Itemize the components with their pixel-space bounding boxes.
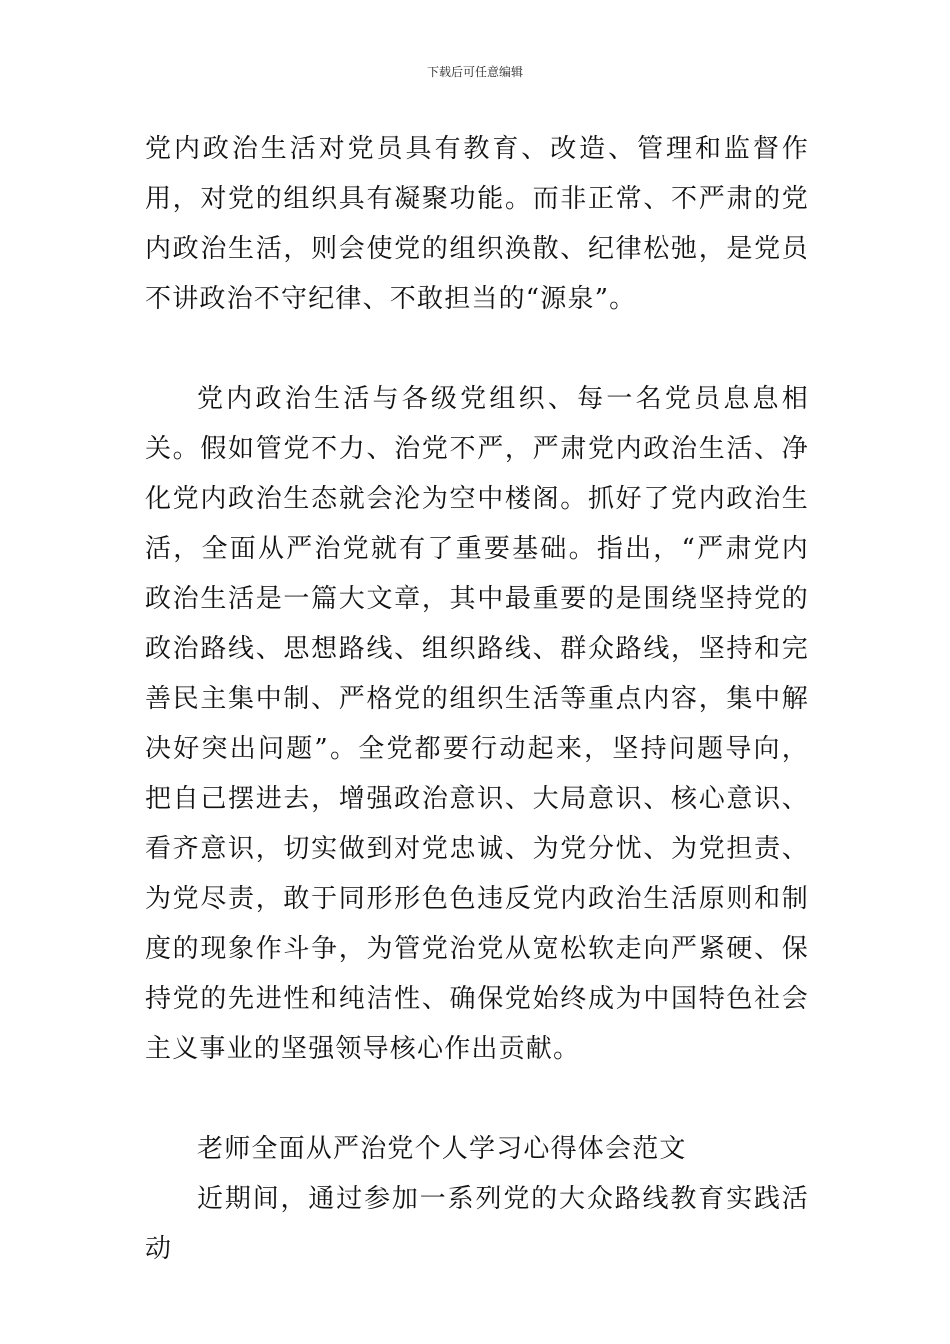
paragraph-start: 近期间，通过参加一系列党的大众路线教育实践活动 — [145, 1184, 809, 1264]
document-body — [145, 124, 809, 1274]
section-title: 老师全面从严治党个人学习心得体会范文 — [197, 1134, 687, 1164]
paragraph-main: 党内政治生活与各级党组织、每一名党员息息相关。假如管党不力、治党不严，严肃党内政治生活、净化党内政治生态就会沦为空中楼阁。抓好了党内政治生活，全面从严治党就有了重要基础。指出，“严肃党内政治生活是一篇大文章，其中最重要的是围绕坚持党的政治路线、思想路线、组织路线、群众路线，坚持和完善民主集中制、严格党的组织生活等重点内容，集中解决好突出问题”。全党都要行动起来，坚持问题导向，把自己摆进去，增强政治意识、大局意识、核心意识、看齐意识，切实做到对党忠诚、为党分忧、为党担责、为党尽责，敢于同形形色色违反党内政治生活原则和制度的现象作斗争，为管党治党从宽松软走向严紧硬、保持党的先进性和纯洁性、确保党始终成为中国特色社会主义事业的坚强领导核心作出贡献。 — [145, 384, 809, 1064]
page-header: 下载后可任意编辑 — [426, 65, 523, 79]
paragraph-intro: 党内政治生活对党员具有教育、改造、管理和监督作用，对党的组织具有凝聚功能。而非正常、不严肃的党内政治生活，则会使党的组织涣散、纪律松弛，是党员不讲政治不守纪律、不敢担当的“源泉”。 — [145, 134, 809, 314]
